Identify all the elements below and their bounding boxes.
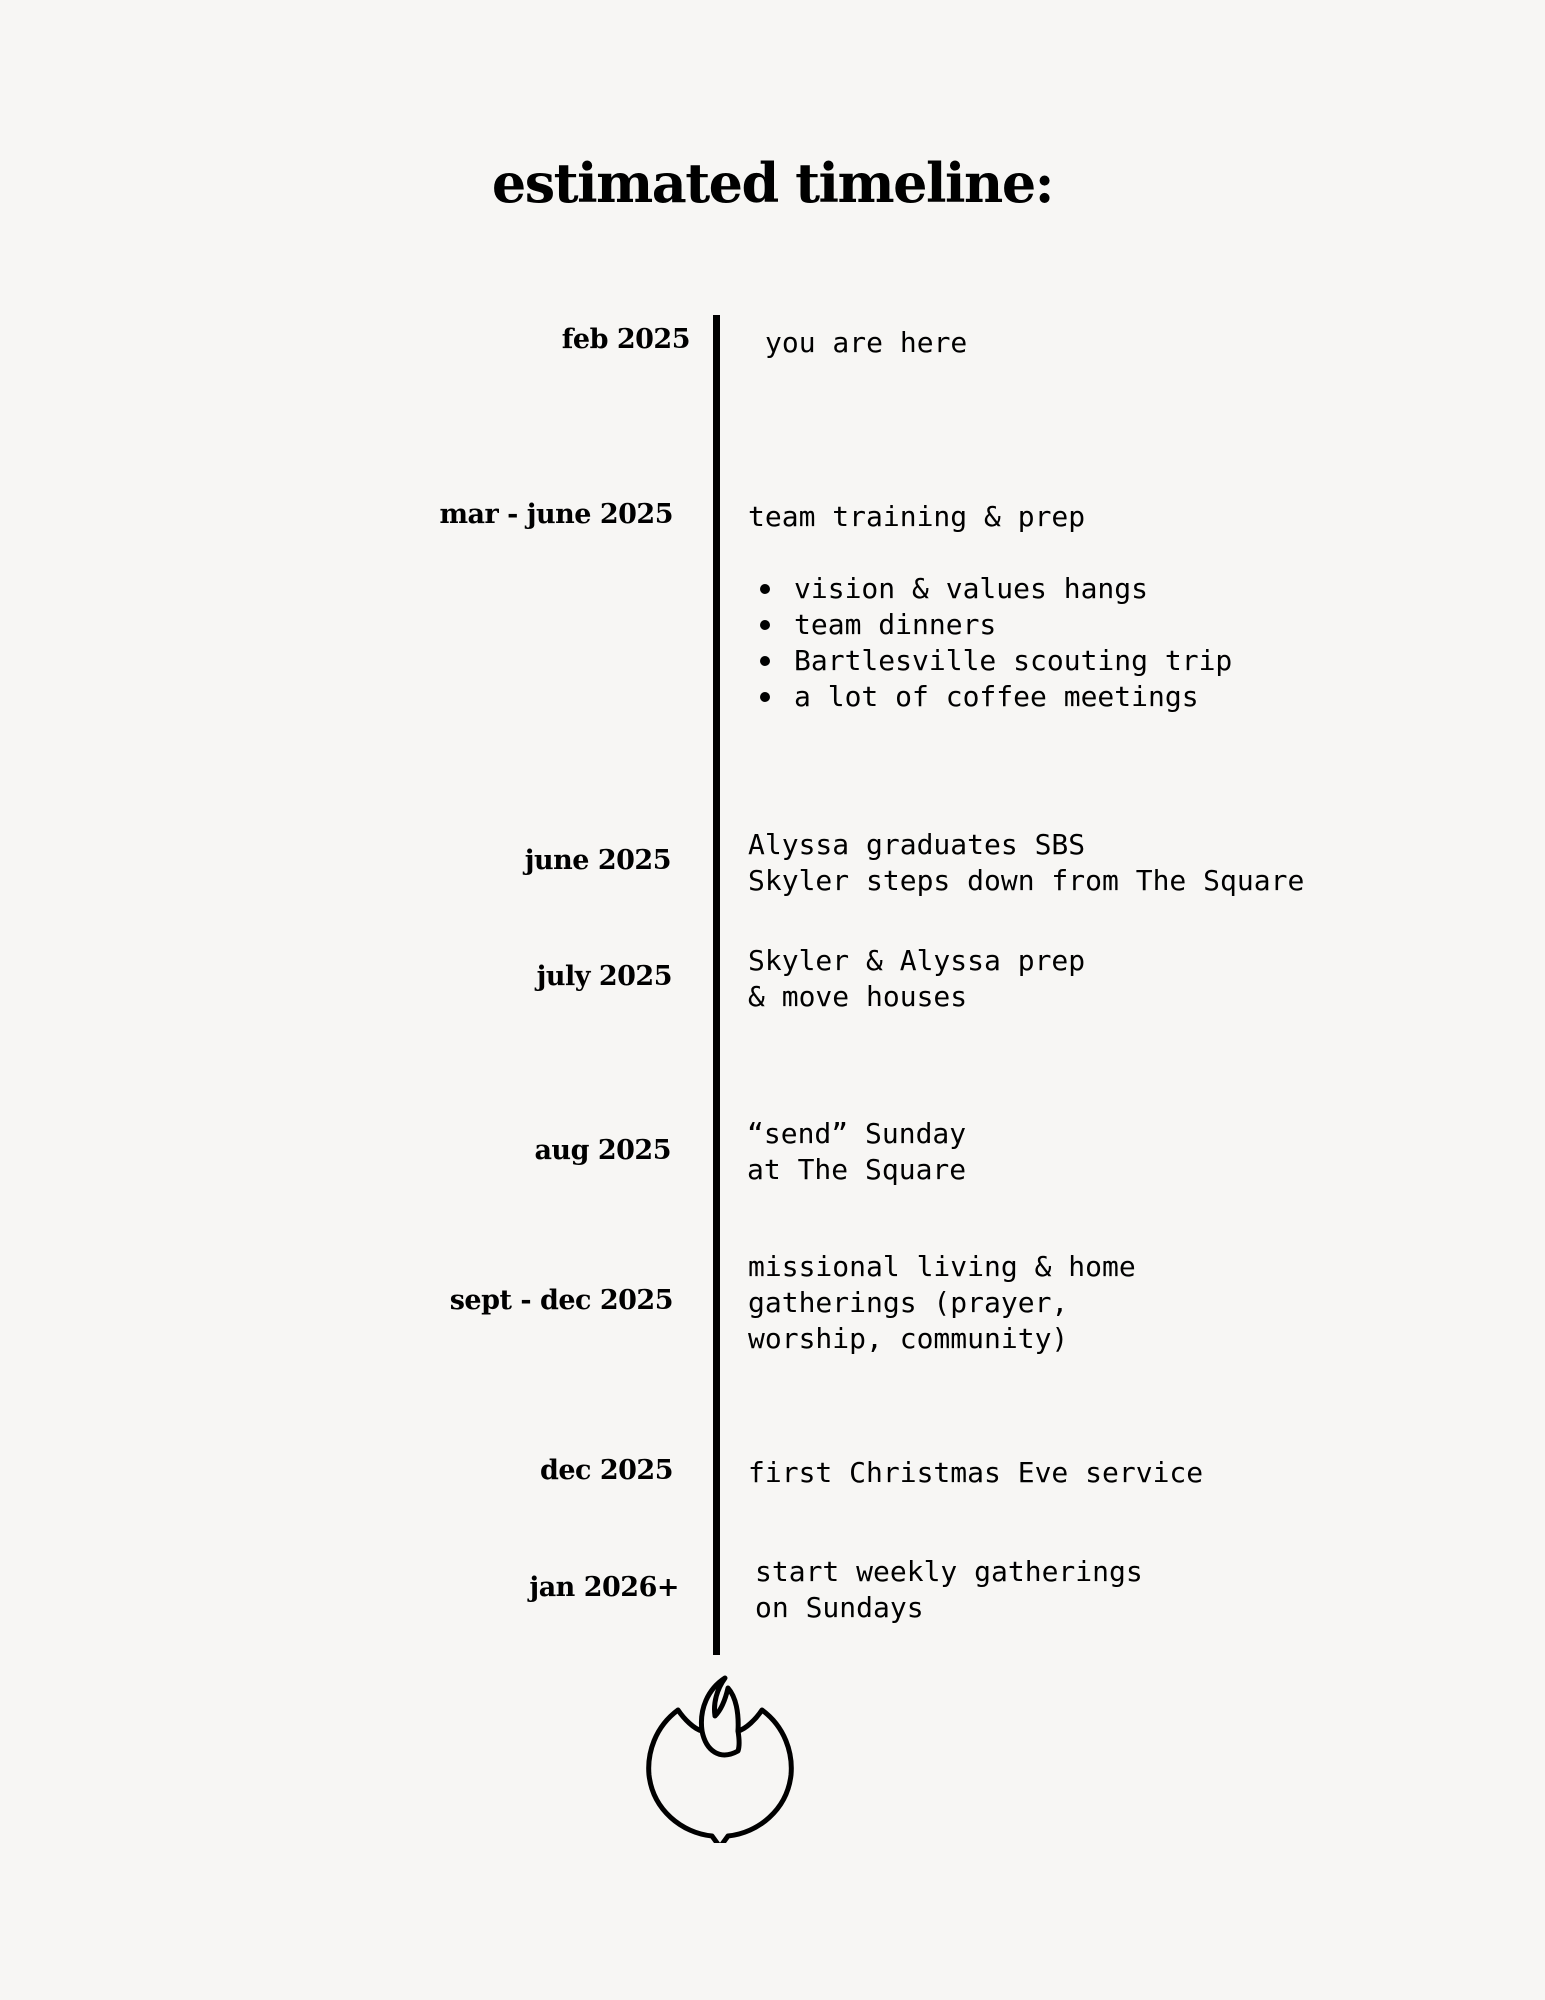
description-line: Alyssa graduates SBS (748, 828, 1086, 861)
timeline-line (713, 315, 720, 1655)
timeline-description (748, 827, 1304, 899)
flame-icon (642, 1675, 798, 1843)
timeline-date: sept - dec 2025 (449, 1285, 673, 1316)
timeline-date: june 2025 (524, 845, 671, 876)
timeline-description (747, 1116, 966, 1188)
description-line: you are here (765, 326, 968, 359)
description-line: missional living & home (748, 1250, 1136, 1283)
timeline-date: aug 2025 (534, 1135, 671, 1166)
description-line: & move houses (748, 980, 968, 1013)
description-line: team training & prep (748, 500, 1086, 533)
timeline-date: feb 2025 (561, 324, 690, 355)
bullet-list (748, 571, 1232, 715)
timeline-date: dec 2025 (539, 1455, 673, 1486)
description-line: first Christmas Eve service (748, 1456, 1204, 1489)
timeline-description (748, 499, 1232, 715)
description-line: start weekly gatherings (755, 1555, 1143, 1588)
timeline-description (765, 325, 967, 361)
list-item: Bartlesville scouting trip (748, 643, 1232, 679)
description-line: on Sundays (755, 1591, 924, 1624)
timeline-date: mar - june 2025 (439, 499, 673, 530)
list-item: a lot of coffee meetings (748, 679, 1232, 715)
description-line: “send” Sunday (747, 1117, 967, 1150)
description-line: at The Square (747, 1153, 967, 1186)
list-item: team dinners (748, 607, 1232, 643)
timeline-description (748, 1455, 1203, 1491)
description-line: Skyler & Alyssa prep (748, 944, 1086, 977)
description-line: Skyler steps down from The Square (748, 864, 1305, 897)
timeline-description (755, 1554, 1143, 1626)
timeline-date: jan 2026+ (529, 1572, 679, 1603)
page-title: estimated timeline: (491, 151, 1054, 215)
timeline-description (748, 1249, 1136, 1357)
description-line: worship, community) (748, 1322, 1069, 1355)
list-item: vision & values hangs (748, 571, 1232, 607)
description-line: gatherings (prayer, (748, 1286, 1069, 1319)
timeline-description (748, 943, 1085, 1015)
timeline-date: july 2025 (536, 961, 672, 992)
